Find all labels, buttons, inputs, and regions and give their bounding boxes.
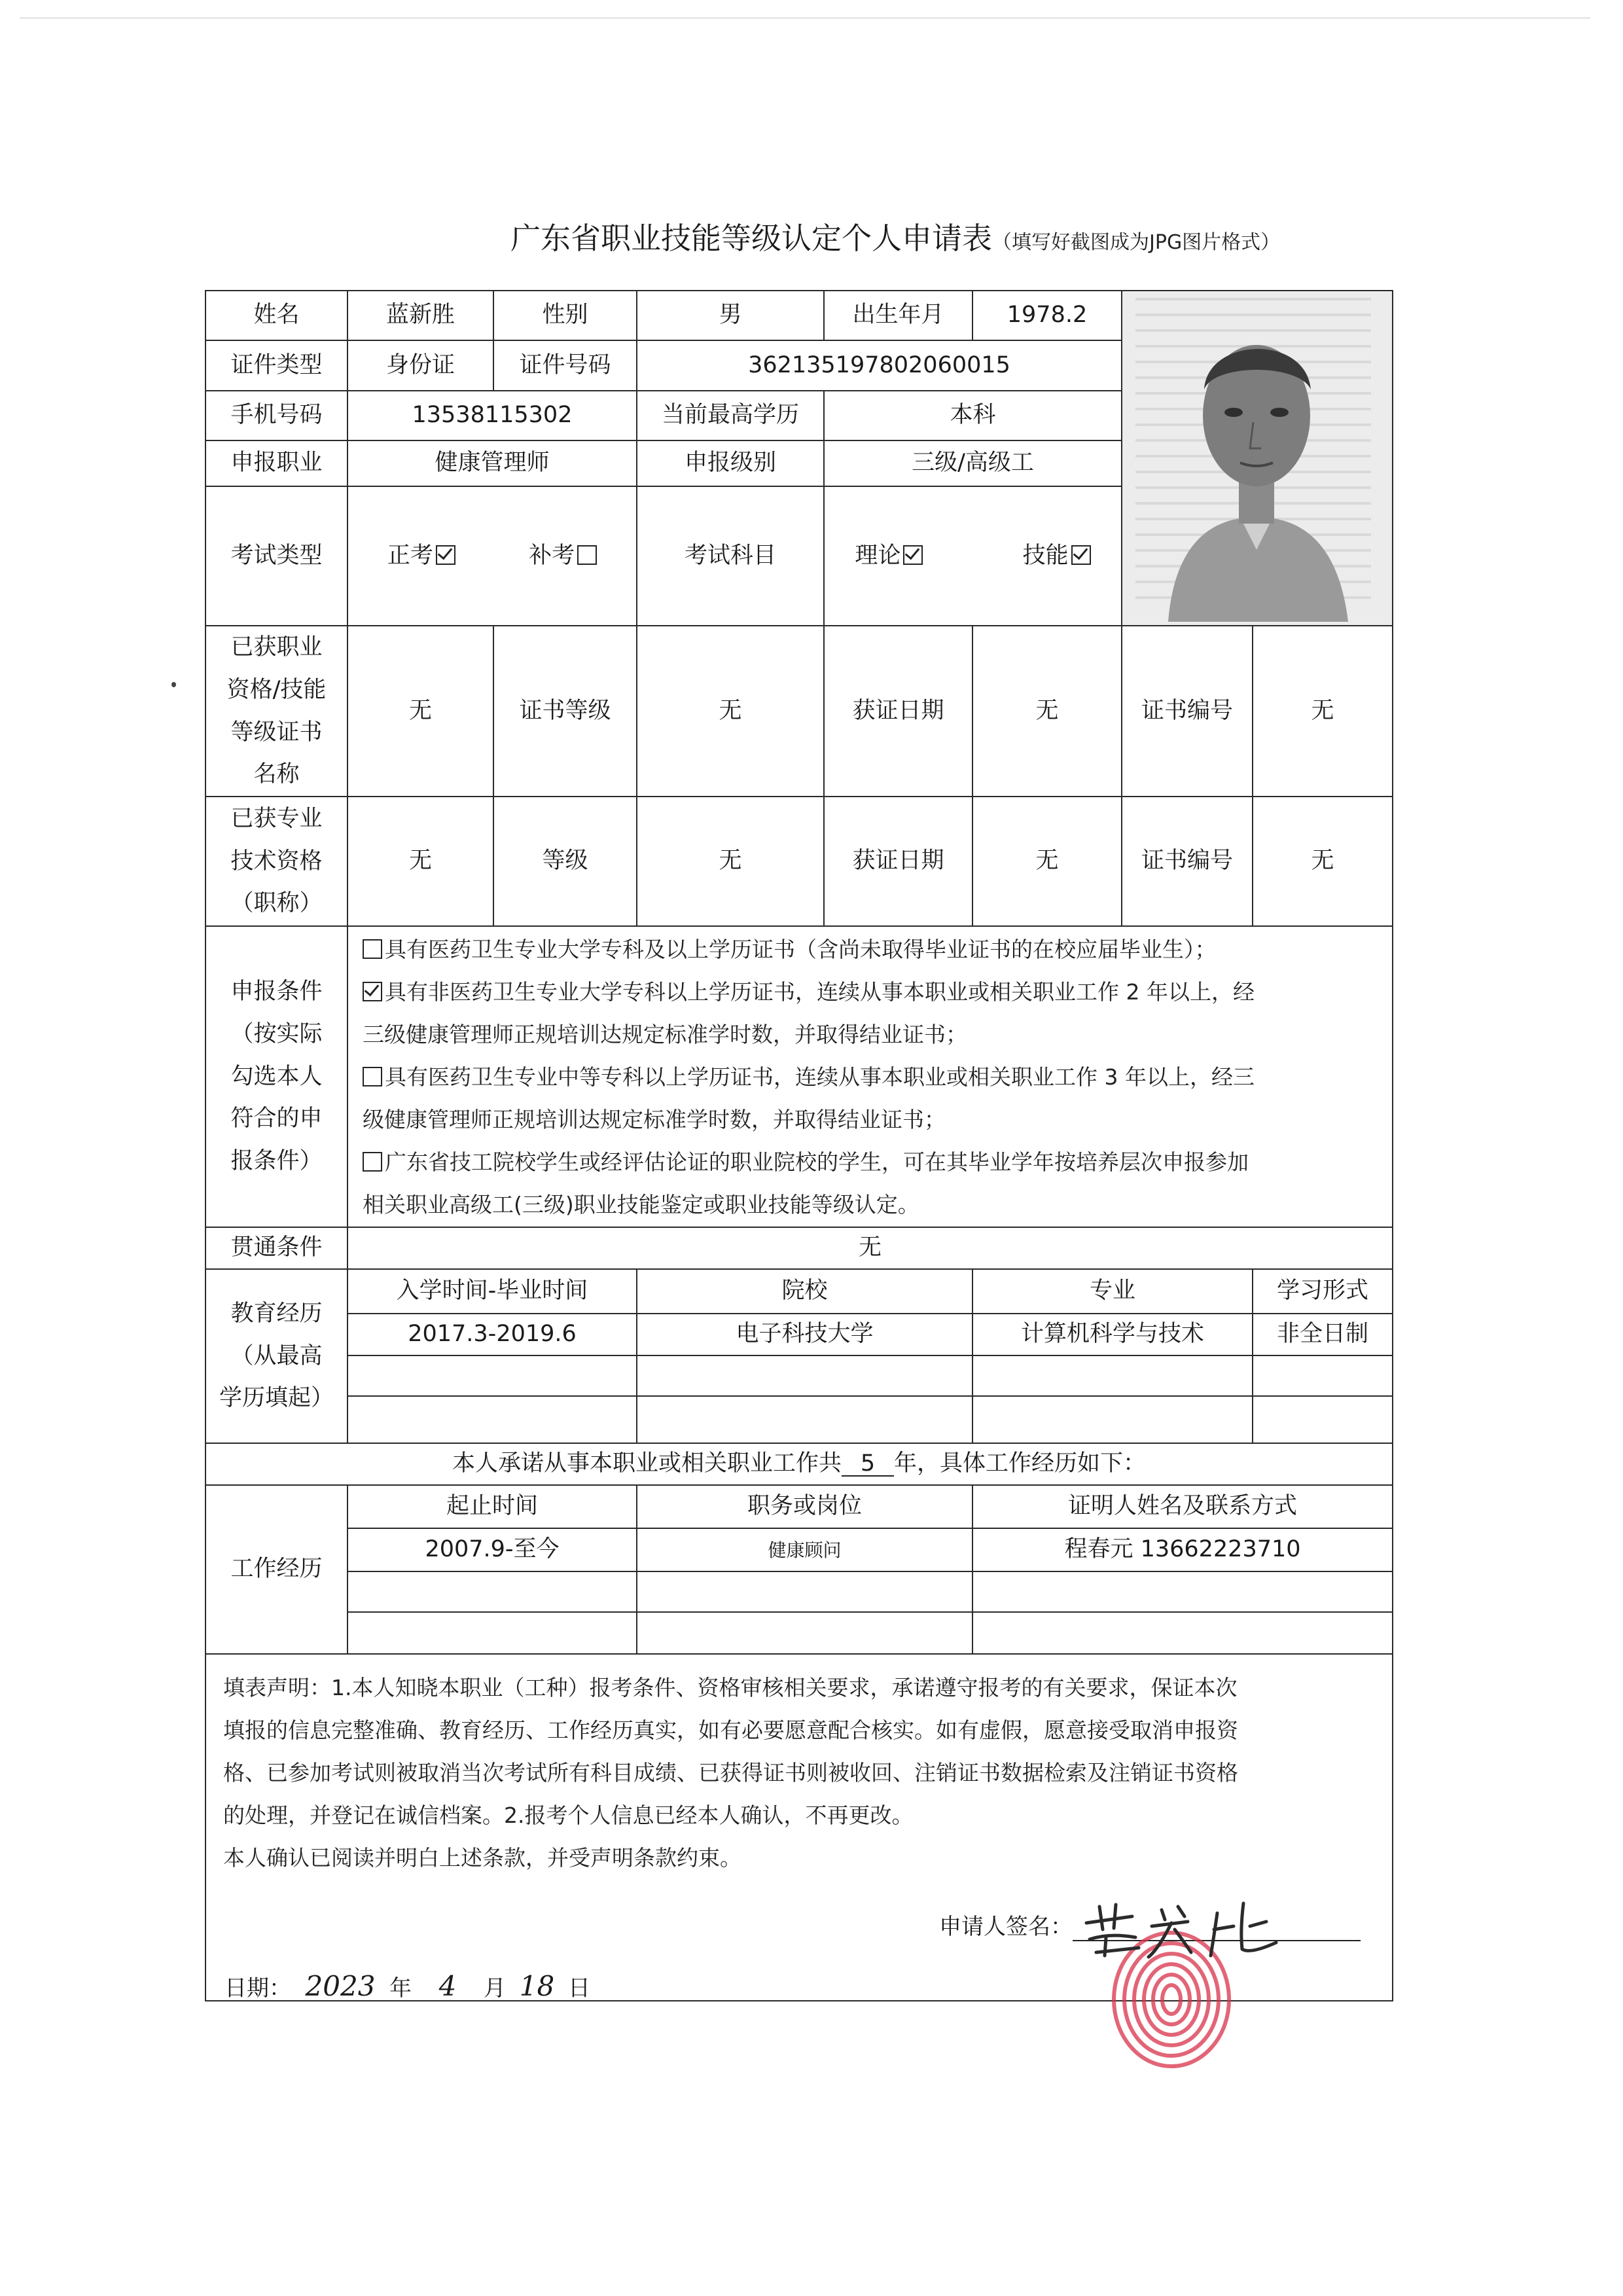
work-history-label: 工作经历 xyxy=(205,1485,348,1654)
qualification-cert-label-line: 资格/技能 xyxy=(226,676,327,703)
name-value[interactable]: 蓝新胜 xyxy=(348,291,493,340)
professional-title-label-line: 已获专业 xyxy=(230,805,323,832)
work-period-empty[interactable] xyxy=(348,1612,637,1654)
education-major[interactable]: 计算机科学与技术 xyxy=(972,1314,1253,1355)
education-school[interactable]: 电子科技大学 xyxy=(637,1314,972,1355)
id-number-value[interactable]: 362135197802060015 xyxy=(637,340,1122,390)
work-position-empty[interactable] xyxy=(637,1571,972,1612)
condition-4-text: 广东省技工院校学生或经评估论证的职业院校的学生，可在其毕业学年按培养层次申报参加 xyxy=(385,1149,1249,1175)
condition-3-text-cont: 级健康管理师正规培训达规定标准学时数，并取得结业证书； xyxy=(363,1106,946,1132)
work-position[interactable]: 健康顾问 xyxy=(637,1528,972,1571)
qualification-cert-grade[interactable]: 无 xyxy=(637,626,824,797)
education-history-label-line: 教育经历 xyxy=(230,1300,323,1327)
professional-title-number[interactable]: 无 xyxy=(1253,797,1393,926)
conditions-label-line: 申报条件 xyxy=(230,978,323,1005)
declaration-text xyxy=(206,1655,1392,1879)
exam-regular-checkbox[interactable] xyxy=(436,545,455,565)
date-year[interactable]: 2023 xyxy=(291,1972,389,2001)
professional-title-label-line: 技术资格 xyxy=(230,848,323,874)
qualification-cert-date[interactable]: 无 xyxy=(972,626,1122,797)
work-row-empty xyxy=(205,1571,1393,1612)
professional-title-number-label: 证书编号 xyxy=(1122,797,1253,926)
condition-1-checkbox[interactable] xyxy=(363,939,382,959)
exam-theory-option[interactable] xyxy=(855,543,923,569)
portrait-photo xyxy=(1122,291,1393,625)
declaration-line: 填表声明：1.本人知晓本职业（工种）报考条件、资格审核相关要求，承诺遵守报考的有关要求，保证本次 xyxy=(223,1675,1238,1700)
name-label: 姓名 xyxy=(205,291,348,340)
education-mode-empty[interactable] xyxy=(1253,1355,1393,1396)
professional-title-label xyxy=(205,797,348,926)
exam-regular-option[interactable] xyxy=(387,543,455,569)
education-school-empty[interactable] xyxy=(637,1355,972,1396)
exam-makeup-label: 补考 xyxy=(529,542,575,569)
work-reference-empty[interactable] xyxy=(972,1612,1393,1654)
education-header-mode: 学习形式 xyxy=(1253,1269,1393,1314)
form-title xyxy=(510,215,1280,258)
condition-2-text: 具有非医药卫生专业大学专科以上学历证书，连续从事本职业或相关职业工作 2 年以上，经 xyxy=(385,978,1255,1005)
qualification-cert-label-line: 已获职业 xyxy=(230,634,323,660)
exam-type-options xyxy=(348,486,637,626)
qualification-cert-name[interactable]: 无 xyxy=(348,626,493,797)
exam-theory-label: 理论 xyxy=(855,542,901,569)
conditions-label-line: 报条件） xyxy=(230,1148,323,1175)
work-commitment xyxy=(205,1443,1393,1485)
exam-makeup-option[interactable] xyxy=(529,543,597,569)
condition-4-checkbox[interactable] xyxy=(363,1152,382,1172)
work-period-empty[interactable] xyxy=(348,1571,637,1612)
condition-1-text: 具有医药卫生专业大学专科及以上学历证书（含尚未取得毕业证书的在校应届毕业生）； xyxy=(385,936,1217,962)
work-header-period: 起止时间 xyxy=(348,1485,637,1528)
application-form xyxy=(205,290,1393,2001)
education-period-empty[interactable] xyxy=(348,1355,637,1396)
condition-item-1 xyxy=(363,928,1378,971)
qualification-cert-label-line: 名称 xyxy=(253,761,300,788)
condition-2-text-cont: 三级健康管理师正规培训达规定标准学时数，并取得结业证书； xyxy=(363,1021,967,1047)
professional-title-grade[interactable]: 无 xyxy=(637,797,824,926)
condition-4-text-cont: 相关职业高级工(三级)职业技能鉴定或职业技能等级认定。 xyxy=(363,1191,919,1217)
declaration-line: 本人确认已阅读并明白上述条款，并受声明条款约束。 xyxy=(223,1845,741,1871)
work-row xyxy=(205,1528,1393,1571)
id-type-label: 证件类型 xyxy=(205,340,348,390)
date-day[interactable]: 18 xyxy=(506,1972,568,2001)
education-header-period: 入学时间-毕业时间 xyxy=(348,1269,637,1314)
condition-item-4 xyxy=(363,1141,1378,1226)
page-top-border xyxy=(20,17,1590,19)
declaration-line: 填报的信息完整准确、教育经历、工作经历真实，如有必要愿意配合核实。如有虚假，愿意接受取消申报资 xyxy=(223,1717,1238,1743)
form-title-main: 广东省职业技能等级认定个人申请表 xyxy=(510,221,992,256)
work-position-empty[interactable] xyxy=(637,1612,972,1654)
exam-subject-label: 考试科目 xyxy=(637,486,824,626)
work-header-position: 职务或岗位 xyxy=(637,1485,972,1528)
education-school-empty[interactable] xyxy=(637,1396,972,1443)
work-header-reference: 证明人姓名及联系方式 xyxy=(972,1485,1393,1528)
date-year-unit: 年 xyxy=(389,1975,412,2001)
qualification-cert-number[interactable]: 无 xyxy=(1253,626,1393,797)
exam-subject-options xyxy=(824,486,1122,626)
occupation-value[interactable]: 健康管理师 xyxy=(348,440,637,486)
work-commitment-suffix: 年，具体工作经历如下： xyxy=(894,1450,1147,1477)
education-history-label-line: （从最高 xyxy=(230,1342,323,1369)
through-value[interactable]: 无 xyxy=(348,1227,1393,1269)
condition-item-3 xyxy=(363,1056,1378,1141)
exam-skill-checkbox[interactable] xyxy=(1071,545,1091,565)
education-mode-empty[interactable] xyxy=(1253,1396,1393,1443)
education-level-value[interactable]: 本科 xyxy=(824,391,1122,440)
work-row-empty xyxy=(205,1612,1393,1654)
condition-2-checkbox[interactable] xyxy=(363,982,382,1001)
qualification-cert-label-line: 等级证书 xyxy=(230,719,323,745)
date-label: 日期： xyxy=(224,1975,291,2001)
date-month[interactable]: 4 xyxy=(412,1972,484,2001)
birth-value[interactable]: 1978.2 xyxy=(972,291,1122,340)
scan-speck xyxy=(171,682,176,687)
education-period-empty[interactable] xyxy=(348,1396,637,1443)
exam-skill-option[interactable] xyxy=(1023,543,1091,569)
professional-title-date[interactable]: 无 xyxy=(972,797,1122,926)
work-period[interactable]: 2007.9-至今 xyxy=(348,1528,637,1571)
declaration-line: 格、已参加考试则被取消当次考试所有科目成绩、已获得证书则被收回、注销证书数据检索及注销证书资格 xyxy=(223,1760,1238,1785)
education-history-label-line: 学历填起） xyxy=(219,1385,334,1412)
education-major-empty[interactable] xyxy=(972,1355,1253,1396)
occupation-label: 申报职业 xyxy=(205,440,348,486)
signature-strokes xyxy=(1086,1903,1276,1957)
work-reference[interactable]: 程春元 13662223710 xyxy=(972,1528,1393,1571)
date-line xyxy=(224,1972,590,2001)
phone-value[interactable]: 13538115302 xyxy=(348,391,637,440)
professional-title-grade-label: 等级 xyxy=(493,797,637,926)
gender-label: 性别 xyxy=(493,291,637,340)
conditions-label-line: （按实际 xyxy=(230,1020,323,1047)
through-label: 贯通条件 xyxy=(205,1227,348,1269)
education-row xyxy=(205,1314,1393,1355)
gender-value[interactable]: 男 xyxy=(637,291,824,340)
exam-makeup-checkbox[interactable] xyxy=(577,545,597,565)
phone-label: 手机号码 xyxy=(205,391,348,440)
exam-theory-checkbox[interactable] xyxy=(903,545,923,565)
education-history-label xyxy=(205,1269,348,1443)
apply-level-label: 申报级别 xyxy=(637,440,824,486)
professional-title-label-line: （职称） xyxy=(230,890,323,917)
signature-label: 申请人签名： xyxy=(939,1914,1073,1940)
exam-regular-label: 正考 xyxy=(387,542,433,569)
date-month-unit: 月 xyxy=(484,1975,506,2001)
qualification-cert-grade-label: 证书等级 xyxy=(493,626,637,797)
conditions-list xyxy=(348,926,1393,1227)
condition-3-checkbox[interactable] xyxy=(363,1067,382,1086)
form-title-note: （填写好截图成为JPG图片格式） xyxy=(992,231,1281,254)
education-header-school: 院校 xyxy=(637,1269,972,1314)
work-commitment-prefix: 本人承诺从事本职业或相关职业工作共 xyxy=(452,1450,842,1477)
handwritten-signature xyxy=(1080,1897,1296,1962)
education-header-major: 专业 xyxy=(972,1269,1253,1314)
education-mode[interactable]: 非全日制 xyxy=(1253,1314,1393,1355)
education-level-label: 当前最高学历 xyxy=(637,391,824,440)
work-years[interactable]: 5 xyxy=(842,1452,894,1477)
professional-title-name[interactable]: 无 xyxy=(348,797,493,926)
id-photo xyxy=(1122,291,1393,626)
education-major-empty[interactable] xyxy=(972,1396,1253,1443)
work-reference-empty[interactable] xyxy=(972,1571,1393,1612)
conditions-label-line: 符合的申 xyxy=(230,1105,323,1132)
date-day-unit: 日 xyxy=(568,1975,590,2001)
id-number-label: 证件号码 xyxy=(493,340,637,390)
qualification-cert-label xyxy=(205,626,348,797)
apply-level-value[interactable]: 三级/高级工 xyxy=(824,440,1122,486)
education-row-empty xyxy=(205,1396,1393,1443)
condition-item-2 xyxy=(363,971,1378,1056)
declaration-line: 的处理，并登记在诚信档案。2.报考个人信息已经本人确认，不再更改。 xyxy=(223,1803,914,1828)
education-row-empty xyxy=(205,1355,1393,1396)
exam-type-label: 考试类型 xyxy=(205,486,348,626)
qualification-cert-number-label: 证书编号 xyxy=(1122,626,1253,797)
conditions-label-line: 勾选本人 xyxy=(230,1063,323,1090)
professional-title-date-label: 获证日期 xyxy=(824,797,972,926)
conditions-label xyxy=(205,926,348,1227)
education-period[interactable]: 2017.3-2019.6 xyxy=(348,1314,637,1355)
condition-3-text: 具有医药卫生专业中等专科以上学历证书，连续从事本职业或相关职业工作 3 年以上，经三 xyxy=(385,1064,1255,1090)
birth-label: 出生年月 xyxy=(824,291,972,340)
id-type-value[interactable]: 身份证 xyxy=(348,340,493,390)
qualification-cert-date-label: 获证日期 xyxy=(824,626,972,797)
exam-skill-label: 技能 xyxy=(1022,542,1069,569)
